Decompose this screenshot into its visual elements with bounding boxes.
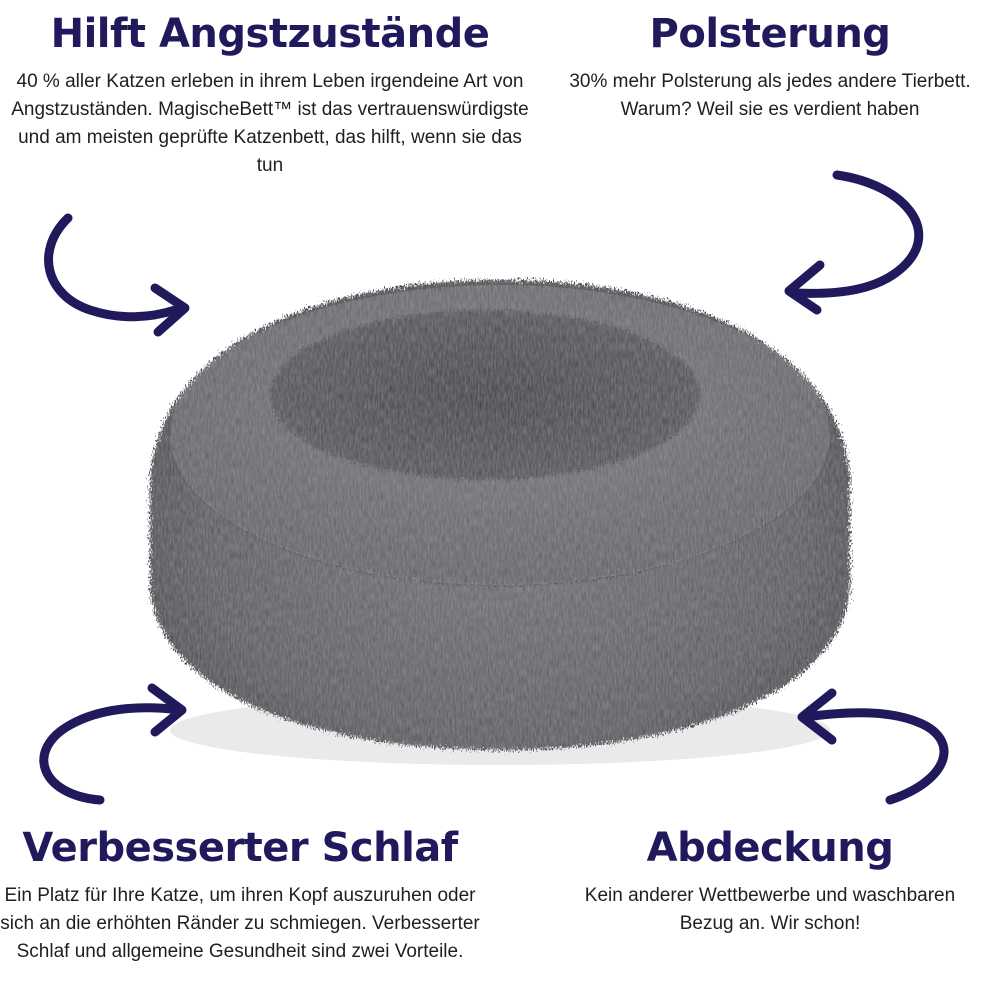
feature-cover-text: Kein anderer Wettbewerbe und waschbaren Bezug an. Wir schon! [584,885,956,934]
feature-padding [560,12,980,124]
feature-padding-text: 30% mehr Polsterung als jedes andere Tierbett. Warum? Weil sie es verdient haben [569,71,971,120]
feature-cover-title: Abdeckung [646,825,894,871]
feature-anxiety [10,12,530,180]
feature-anxiety-title: Hilft Angstzustände [50,11,490,57]
feature-padding-title: Polsterung [649,11,891,57]
feature-anxiety-text: 40 % aller Katzen erleben in ihrem Leben irgendeine Art von Angstzuständen. MagischeBett™ ist das vertrauenswürdigste und am meisten geprüfte Katzenbett, das hilft, wenn sie das tun [11,71,529,176]
feature-sleep [0,826,480,966]
curved-arrow-icon [40,210,200,340]
feature-sleep-text: Ein Platz für Ihre Katze, um ihren Kopf auszuruhen oder sich an die erhöhten Ränder zu schmiegen. Verbesserter Schlaf und allgemeine Gesundheit sind zwei Vorteile. [0,885,480,962]
feature-sleep-title: Verbesserter Schlaf [22,825,458,871]
feature-cover [560,826,980,938]
curved-arrow-icon [790,685,965,810]
cat-bed-image [130,260,870,770]
curved-arrow-icon [30,680,200,810]
curved-arrow-icon [775,165,945,315]
